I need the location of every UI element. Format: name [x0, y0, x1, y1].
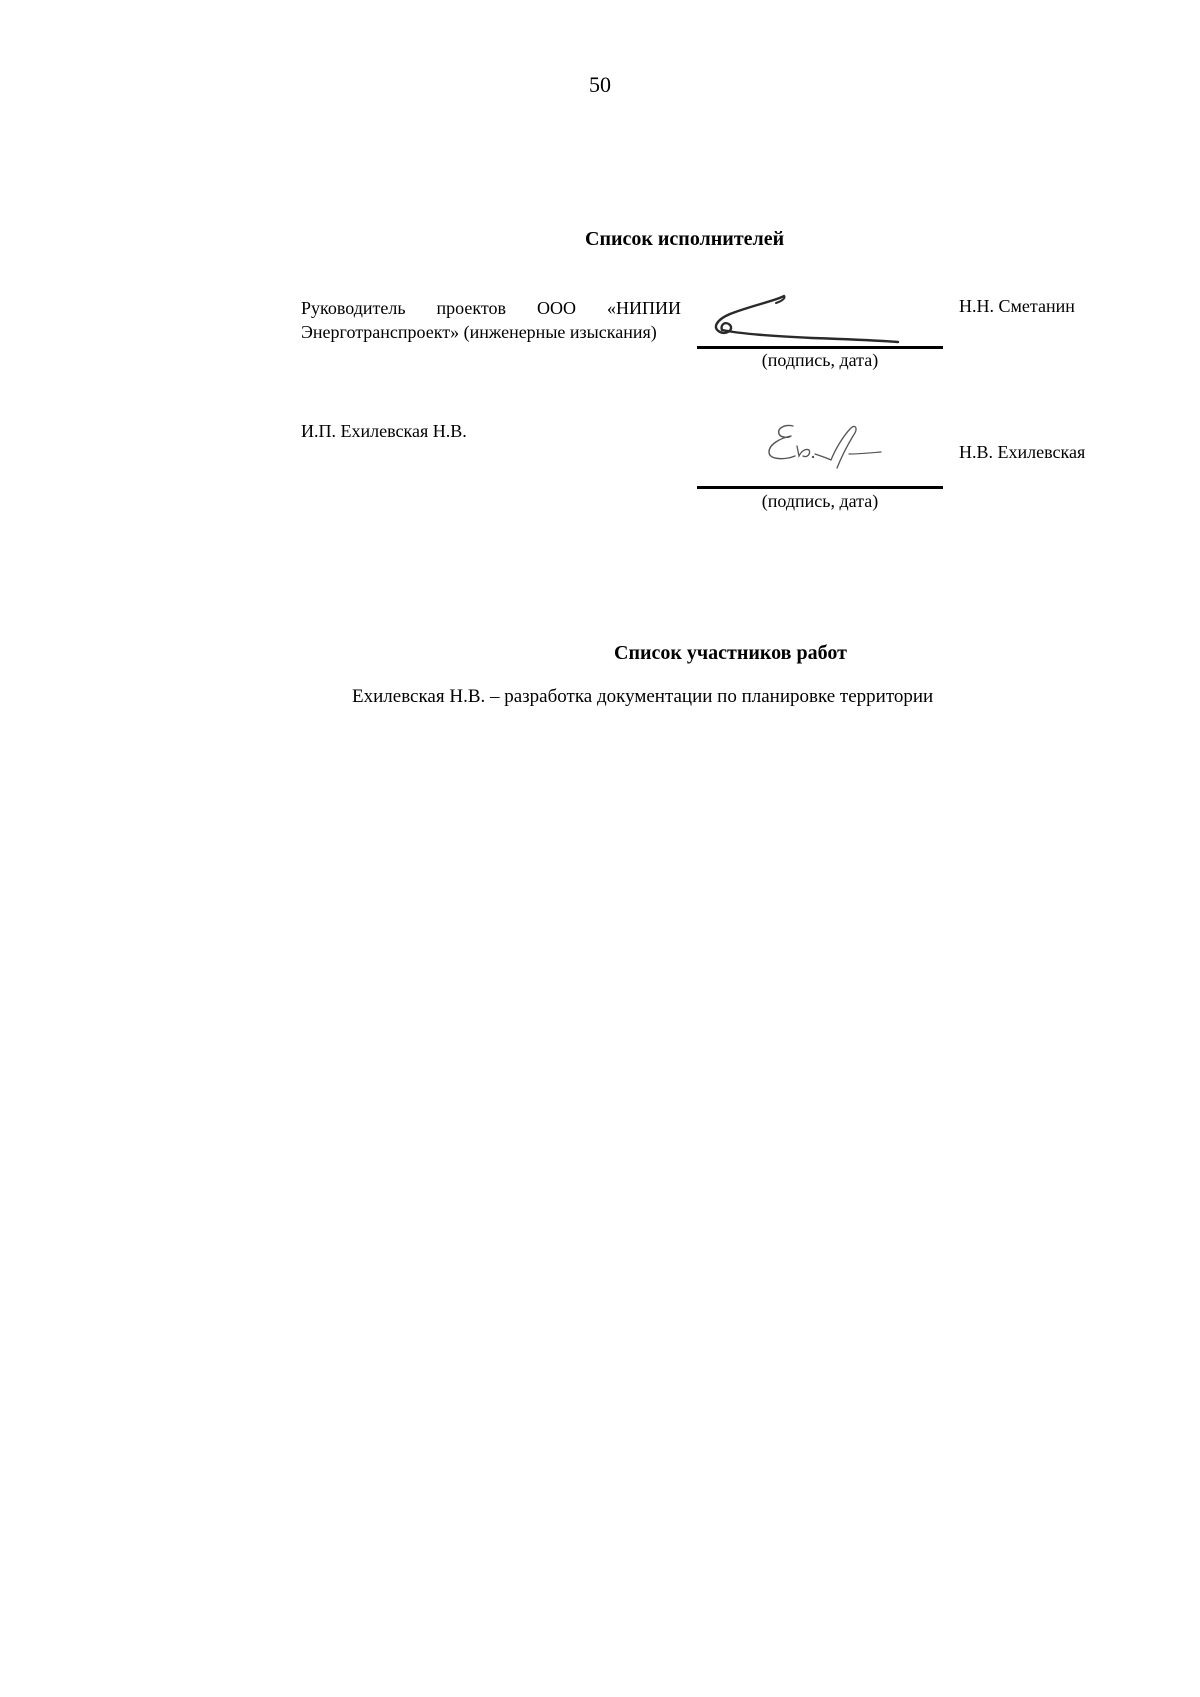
page-number: 50 — [589, 72, 611, 97]
participants-text: Ехилевская Н.В. – разработка документации по планировке территории — [352, 686, 934, 707]
signature-caption-1: (подпись, дата) — [761, 350, 879, 370]
performer-1-name: Н.Н. Сметанин — [959, 296, 1075, 316]
signature-line-1 — [697, 346, 943, 349]
performer-2-role: И.П. Ехилевская Н.В. — [301, 421, 467, 441]
performer-1-role: Руководитель проектов ООО «НИПИИ Энерготранспроект» (инженерные изыскания) — [301, 298, 681, 342]
performer-2-name: Н.В. Ехилевская — [959, 442, 1086, 462]
performers-heading: Список исполнителей — [585, 228, 785, 250]
signature-2-image — [755, 420, 885, 472]
signature-caption-2: (подпись, дата) — [761, 491, 879, 511]
signature-1-image — [712, 292, 902, 344]
participants-heading: Список участников работ — [614, 642, 847, 664]
signature-line-2 — [697, 486, 943, 489]
